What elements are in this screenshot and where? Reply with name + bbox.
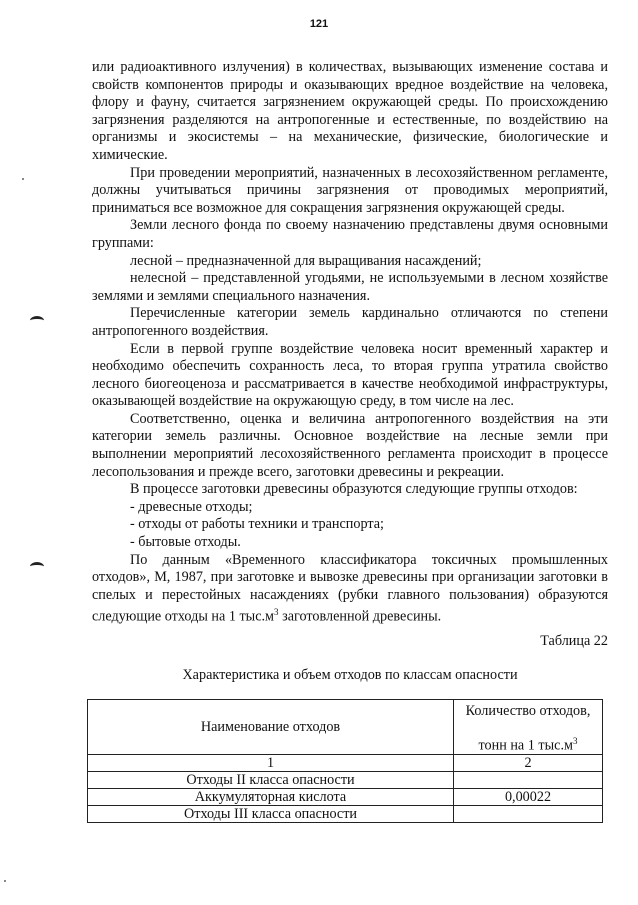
header-quantity-line2 [458, 733, 598, 754]
paragraph: При проведении мероприятий, назначенных в лесохозяйственном регламенте, должны учитываться причины загрязнения от проводимых мероприятий, приниматься все возможное для сокращения загрязнения окружающей среды. [92, 164, 608, 216]
header-cell-quantity [454, 700, 603, 755]
waste-table [87, 699, 603, 823]
paragraph: Перечисленные категории земель кардинально отличаются по степени антропогенного воздействия. [92, 305, 608, 339]
list-item: - бытовые отходы. [130, 534, 241, 551]
list-item: - отходы от работы техники и транспорта; [130, 516, 384, 533]
scan-artifact-dot [4, 880, 6, 882]
table-caption: Таблица 22 [540, 633, 608, 649]
page-number: 121 [309, 18, 329, 30]
table-row [88, 805, 603, 822]
waste-value-cell: 0,00022 [454, 788, 603, 805]
header-unit: тонн на 1 тыс.м [478, 737, 573, 754]
paragraph: Если в первой группе воздействие человека носит временный характер и необходимо обеспечить сохранность леса, то вторая группа утратила свойство лесного биогеоценоза и рассматривается в качестве необходимой инфраструктуры, оказывающей воздействие на окружающую среду, в том числе на лес. [92, 340, 608, 410]
paragraph-text: По данным «Временного классификатора токсичных промышленных отходов», М, 1987, при заготовке и вывозке древесины при организации заготовки в спелых и перестойных насаждениях (рубки главного пользования) образуются следующие отходы на 1 тыс.м [92, 551, 608, 626]
list-item: - древесные отходы; [130, 498, 253, 515]
list-item: нелесной – представленной угодьями, не используемыми в лесном хозяйстве землями и землями специального назначения. [92, 270, 608, 304]
scan-artifact-dot [22, 178, 24, 180]
paragraph [92, 552, 608, 627]
header-unit-superscript: 3 [572, 736, 578, 746]
paragraph: Соответственно, оценка и величина антропогенного воздействия на эти категории земель различны. Основное воздействие на лесные земли при выполнении мероприятий лесохозяйственного регламента происходит в процессе лесопользования и прежде всего, заготовки древесины и рекреации. [92, 410, 608, 480]
waste-value-cell [454, 805, 603, 822]
list-item: лесной – предназначенной для выращивания насаждений; [130, 252, 482, 269]
column-number: 2 [454, 754, 603, 771]
header-cell-name: Наименование отходов [88, 700, 454, 755]
waste-name-cell: Аккумуляторная кислота [88, 788, 454, 805]
paragraph: В процессе заготовки древесины образуются следующие группы отходов: [130, 481, 578, 498]
waste-value-cell [454, 771, 603, 788]
scan-artifact-mark [30, 316, 44, 325]
paragraph: или радиоактивного излучения) в количествах, вызывающих изменение состава и свойств компонентов природы и оказывающих вредное воздействие на человека, флору и фауну, считается загрязнением окружающей среды. По происхождению загрязнения разделяются на антропогенные и естественные, по воздействию на организмы и экосистемы – на механические, физические, биологические и химические. [92, 59, 608, 163]
column-number: 1 [88, 754, 454, 771]
table-row [88, 771, 603, 788]
superscript: 3 [274, 607, 279, 618]
waste-name-cell: Отходы III класса опасности [88, 805, 454, 822]
scan-artifact-mark [30, 562, 44, 571]
waste-name-cell: Отходы II класса опасности [88, 771, 454, 788]
paragraph-text: заготовленной древесины. [278, 609, 442, 626]
paragraph: Земли лесного фонда по своему назначению представлены двумя основными группами: [92, 217, 608, 251]
table-row [88, 788, 603, 805]
header-quantity-line1: Количество отходов, [465, 703, 591, 719]
table-title: Характеристика и объем отходов по классам опасности [182, 667, 518, 683]
table-header-row [88, 700, 603, 755]
column-number-row [88, 754, 603, 771]
document-body [92, 59, 608, 627]
